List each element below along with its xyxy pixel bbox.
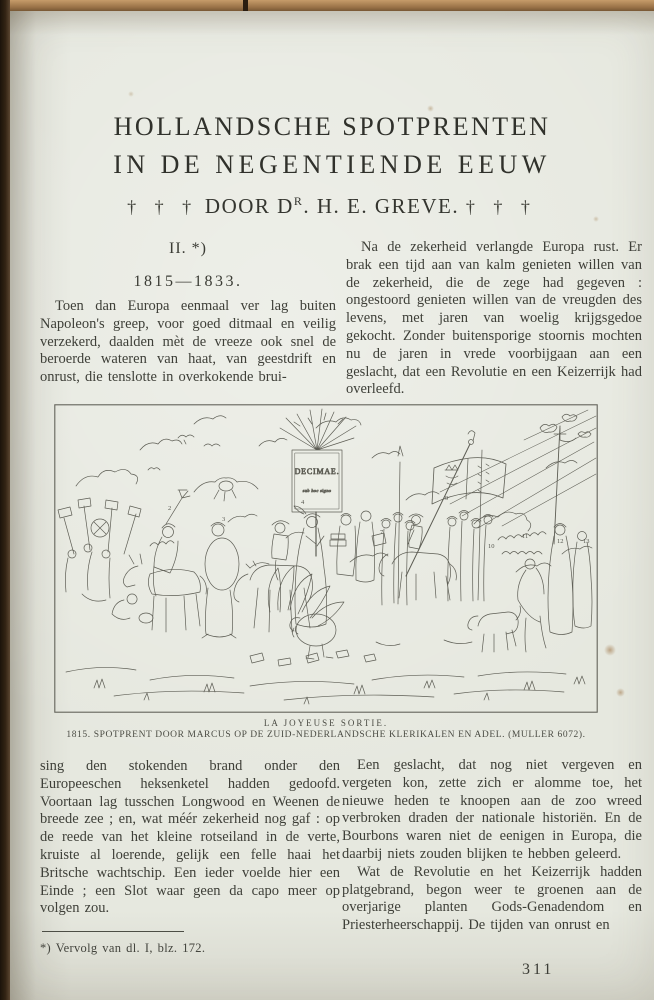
column-left-bottom [40, 758, 340, 958]
foxing-spot [128, 91, 134, 97]
svg-text:10: 10 [488, 543, 495, 550]
heraldic-flag [406, 431, 506, 576]
svg-text:13: 13 [583, 538, 590, 545]
placard-subtext: sub hoc signo [302, 488, 332, 493]
dagger-ornament-left: † † † [127, 197, 199, 217]
foxing-spot [604, 644, 616, 656]
book-spine-shadow [0, 0, 10, 1000]
byline-text-post: . H. E. GREVE. [303, 194, 460, 218]
foxing-spot [427, 105, 434, 112]
footnote-rule [42, 931, 184, 932]
byline-text-pre: DOOR D [204, 194, 294, 218]
scattered-papers [250, 650, 376, 666]
figure-caption-title: LA JOYEUSE SORTIE. [263, 718, 389, 728]
turkey [268, 566, 344, 659]
dog-and-bending-man [468, 559, 546, 652]
section-years: 1815—1833. [133, 273, 243, 290]
paragraph-left-top: Toen dan Europa eenmaal ver lag buiten Napoleon's greep, voor goed ditmaal en veilig verzekerd, daalden mèt de vreeze ook snel de beroerde wateren van haat, van geestdrift en onrust, die tenslotte in overkokende brui- [40, 298, 336, 386]
robed-figure-with-cape [202, 523, 239, 639]
bats-and-birds [148, 435, 220, 470]
svg-text:4: 4 [301, 499, 305, 506]
page-number: 311 [522, 961, 555, 978]
monk-on-donkey [123, 490, 206, 632]
ground-and-grass [66, 667, 585, 704]
paragraph-right-bottom-2: Wat de Revolutie en het Keizerrijk hadden platgebrand, begon weer te groenen aan de overjarige planten Gods-Genadendom en Priesterheerschappij. De tijden van onrust en [342, 863, 642, 934]
svg-text:11: 11 [522, 533, 529, 540]
svg-text:3: 3 [222, 516, 226, 523]
foxing-spot [616, 688, 625, 697]
byline [24, 194, 640, 219]
procession-crowd [330, 446, 546, 646]
rider-on-white-horse [234, 521, 313, 632]
spotprent-illustration [54, 404, 598, 713]
column-right-bottom [342, 757, 642, 935]
svg-text:12: 12 [557, 538, 564, 545]
paragraph-left-bottom: sing den stokenden brand onder den Europeeschen heksenketel hadden gedoofd. Voortaan lag tusschen Longwood en Weenen de breede zee ; en, wat méér zekerheid nog gaf : op de reede van het kleine rotseiland in de verte, kruiste al loerende, gelijk een felle haai het Britsche wachtschip. Een ieder voelde hier een Einde ; een Slot waar geen da capo meer op volgen zou. [40, 758, 340, 917]
figure-caption-line: 1815. SPOTPRENT DOOR MARCUS OP DE ZUID-NEDERLANDSCHE KLERIKALEN EN ADEL. (MULLER 6072). [66, 730, 586, 740]
svg-text:7: 7 [380, 529, 384, 536]
svg-text:9: 9 [445, 495, 449, 502]
article-title-line2: IN DE NEGENTIENDE EEUW [113, 150, 551, 179]
column-left-top [40, 298, 336, 387]
footnote-text: *) Vervolg van dl. I, blz. 172. [40, 941, 206, 956]
paragraph-right-top: Na de zekerheid verlangde Europa rust. Er brak een tijd aan van kalm genieten willen van de zekerheid, die de zege had gegeven : ongestoord genieten willen van de vreugden des levens, met jaren van woelig krijgsgedoe gekocht. Zonder buitensporige stoornis mochten nu de jaren in vrede voorbijgaan aan een geslacht, dat een Revolutie en een Keizerrijk had overleefd. [346, 239, 642, 398]
column-right-top [346, 239, 642, 399]
article-title-line1: HOLLANDSCHE SPOTPRENTEN [113, 112, 551, 141]
scanned-page [10, 11, 654, 1000]
flag-bearer-on-horse [379, 514, 456, 600]
flying-owl [194, 478, 258, 501]
dagger-ornament-right: † † † [465, 197, 537, 217]
table-board-gap [243, 0, 248, 11]
byline-superscript: R [293, 194, 304, 208]
svg-text:2: 2 [168, 505, 172, 512]
placard-text: DECIMAE. [294, 467, 340, 476]
section-numeral: II. *) [169, 240, 207, 257]
paragraph-right-bottom-1: Een geslacht, dat nog niet vergeven en vergeten kon, zette zich er alomme toe, het nieuwe heden te knoopen aan de zoo wreed verbroken draden der nationale historiën. En de Bourbons waren niet de eenigen in Europa, die daarbij niets zouden blijken te hebben geleerd. [342, 757, 642, 862]
left-flags-and-melee [58, 498, 174, 623]
